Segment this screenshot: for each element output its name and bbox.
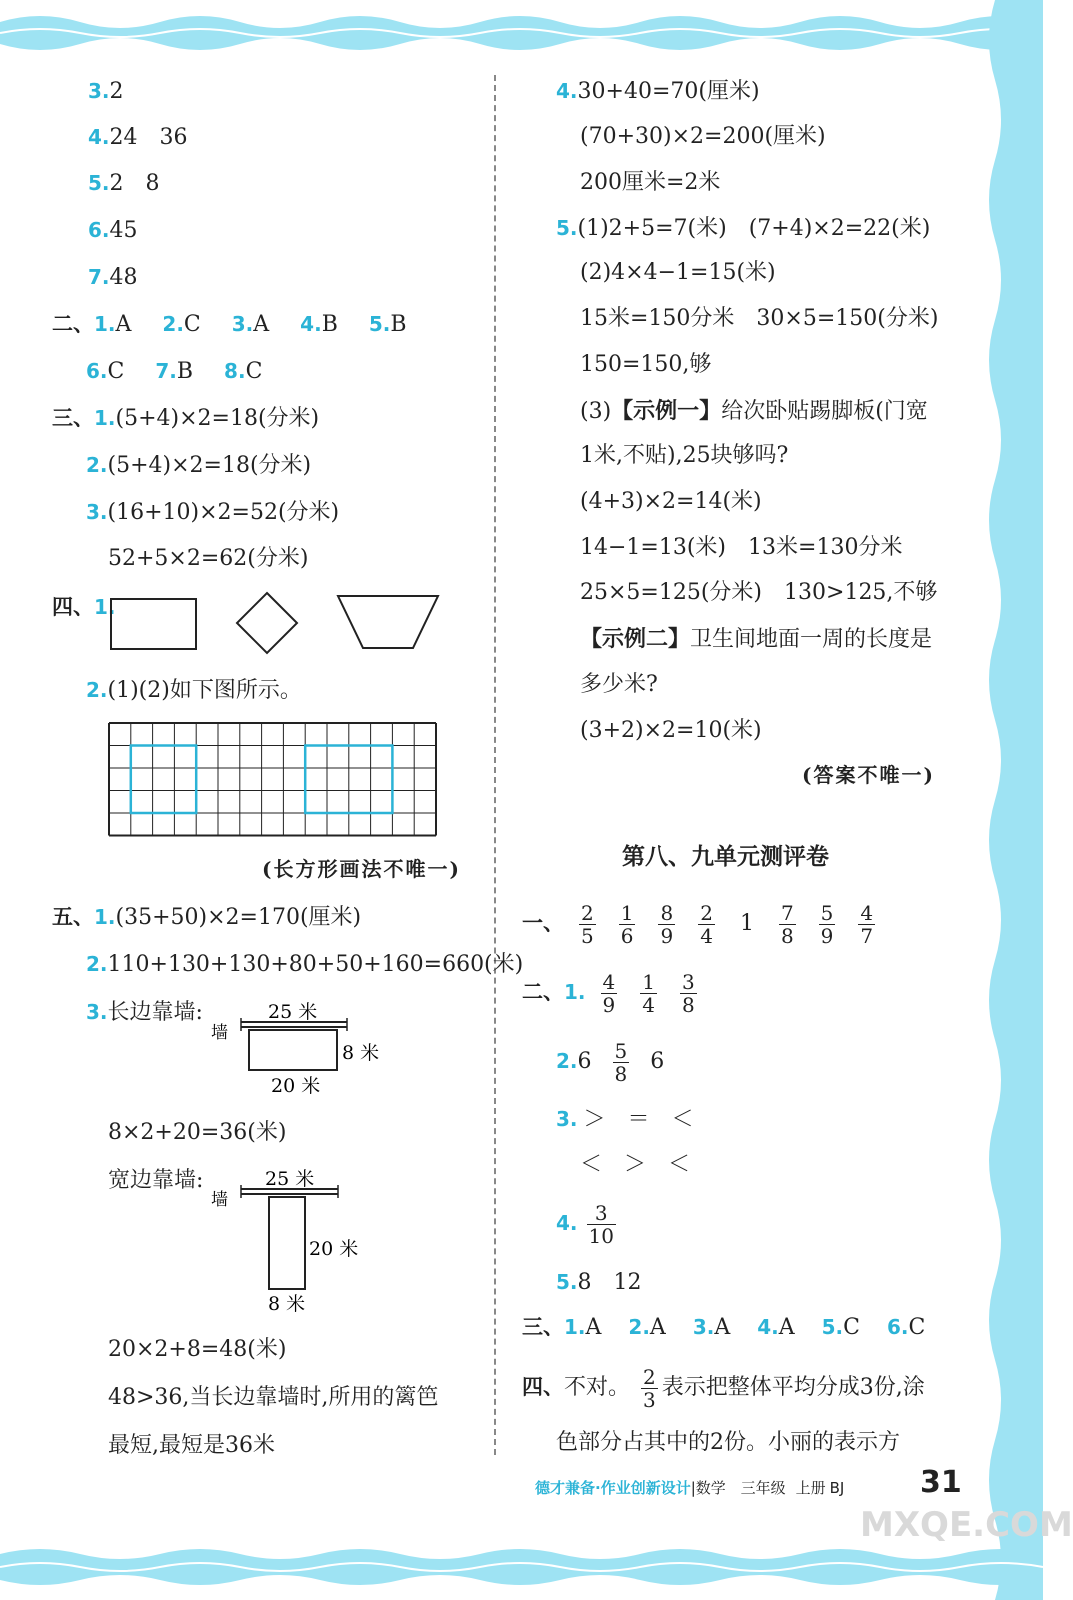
answer-line: 2.(1)(2)如下图所示。 <box>86 678 302 703</box>
section-2-q5: 5.8 12 <box>556 1270 642 1295</box>
answer-line: 宽边靠墙: <box>108 1168 204 1193</box>
section-2-q3-row1: 3. ＞ ＝ ＜ <box>556 1107 694 1132</box>
fraction: $\frac{3}{8}$ <box>681 969 695 1017</box>
fig-top-label: 25 米 <box>265 1168 315 1190</box>
answer-line: 150=150,够 <box>580 352 712 377</box>
fig-wall-label: 墙 <box>211 1023 228 1043</box>
fraction: $\frac{2}{4}$ <box>700 900 713 948</box>
section-2-q2: 2.6 $\frac{5}{8}$ 6 <box>556 1038 665 1086</box>
answer-line: 25×5=125(分米) 130>125,不够 <box>580 580 938 605</box>
page-number: 31 <box>920 1465 962 1500</box>
grid-figure-anchor <box>117 822 118 823</box>
answer-line: 5.(1)2+5=7(米) (7+4)×2=22(米) <box>556 216 931 241</box>
answer-line: 3.长边靠墙: <box>86 1000 203 1025</box>
watermark: MXQE.COM <box>860 1505 1073 1545</box>
fraction: $\frac{1}{4}$ <box>642 969 655 1017</box>
fraction: $\frac{2}{5}$ <box>581 900 594 948</box>
answer-line: 7.48 <box>88 265 138 290</box>
answer-line: (70+30)×2=200(厘米) <box>580 124 826 149</box>
note-text: (长方形画法不唯一) <box>262 857 461 881</box>
fraction: $\frac{5}{8}$ <box>614 1038 628 1086</box>
answer-line: 6.45 <box>88 218 138 243</box>
answer-line: 2.110+130+130+80+50+160=660(米) <box>86 952 524 977</box>
answer-line: 最短,最短是36米 <box>108 1433 275 1458</box>
section-2-row2: 6.C 7.B 8.C <box>86 359 263 384</box>
bottom-wave-border <box>0 1540 1043 1600</box>
fig-wall-label: 墙 <box>211 1190 228 1210</box>
section-1-fractions: 一、 $\frac{2}{5}$ $\frac{1}{6}$ $\frac{8}{9}$ $\frac{2}{4}$ 1 $\frac{7}{8}$ $\frac{5}{9}$ $\frac{4}{7}$ <box>522 900 874 948</box>
fence-figure-short-wall <box>205 1165 370 1315</box>
fraction: $\frac{5}{9}$ <box>820 900 834 948</box>
drawn-rectangle <box>131 746 196 814</box>
fraction: $\frac{4}{9}$ <box>602 969 616 1017</box>
answer-line: (4+3)×2=14(米) <box>580 489 762 514</box>
column-divider <box>494 75 496 1455</box>
fence-figure-long-wall <box>205 1000 390 1100</box>
fraction: $\frac{8}{9}$ <box>660 900 674 948</box>
answer-line: 200厘米=2米 <box>580 170 721 195</box>
answer-line: 2.(5+4)×2=18(分米) <box>86 453 312 478</box>
fraction: $\frac{3}{10}$ <box>588 1200 614 1248</box>
section-4-line1: 四、不对。 $\frac{2}{3}$ 表示把整体平均分成3份,涂 <box>522 1364 925 1412</box>
rectangle-shape <box>111 599 196 649</box>
answer-line: 3.2 <box>88 79 124 104</box>
section-2-q4: 4. $\frac{3}{10}$ <box>556 1200 614 1248</box>
answer-line: 14−1=13(米) 13米=130分米 <box>580 535 903 560</box>
answer-line: 4.24 36 <box>88 125 188 150</box>
section-3-row: 三、1.A 2.A 3.A 4.A 5.C 6.C <box>522 1315 926 1340</box>
grid-figure <box>108 722 438 837</box>
answer-line: 4.30+40=70(厘米) <box>556 79 760 104</box>
section-2-row1: 二、1.A 2.C 3.A 4.B 5.B <box>52 312 407 337</box>
answer-line: (2)4×4−1=15(米) <box>580 260 776 285</box>
unit-test-title: 第八、九单元测评卷 <box>622 844 829 870</box>
answer-line: 多少米? <box>580 672 658 697</box>
fig-side-label: 8 米 <box>342 1042 380 1064</box>
answer-line: 三、1.(5+4)×2=18(分米) <box>52 406 320 431</box>
fraction: $\frac{7}{8}$ <box>780 900 794 948</box>
section-4-label: 四、1. <box>52 595 116 619</box>
section-4-line2: 色部分占其中的2份。小丽的表示方 <box>556 1430 900 1455</box>
answer-line: 【示例二】卫生间地面一周的长度是 <box>580 626 933 652</box>
answer-line: 3.(16+10)×2=52(分米) <box>86 500 340 525</box>
right-wave-border <box>975 0 1043 1600</box>
answer-line: 8×2+20=36(米) <box>108 1120 287 1145</box>
answer-line: 5.2 8 <box>88 171 160 196</box>
fig-bottom-label: 8 米 <box>268 1293 306 1315</box>
answer-line: 五、1.(35+50)×2=170(厘米) <box>52 905 362 930</box>
answer-line: (3+2)×2=10(米) <box>580 718 762 743</box>
top-wave-border <box>0 0 1043 60</box>
section-2-q1: 二、1. $\frac{4}{9}$ $\frac{1}{4}$ $\frac{3}{8}$ <box>522 969 695 1017</box>
fraction: $\frac{1}{6}$ <box>620 900 634 948</box>
fig-bottom-label: 20 米 <box>271 1075 321 1097</box>
fraction: $\frac{4}{7}$ <box>860 900 874 948</box>
section-2-q3-row2: ＜ ＞ ＜ <box>580 1152 691 1177</box>
trapezoid-shape <box>338 596 438 648</box>
page-footer: 德才兼备·作业创新设计|数学 三年级 上册 BJ <box>535 1479 845 1497</box>
fig-side-label: 20 米 <box>309 1238 359 1260</box>
answer-line: 20×2+8=48(米) <box>108 1337 287 1362</box>
note-text: (答案不唯一) <box>802 763 935 787</box>
shapes-figure <box>105 590 450 660</box>
fraction: $\frac{2}{3}$ <box>643 1364 656 1412</box>
square-shape <box>237 593 297 653</box>
answer-line: 15米=150分米 30×5=150(分米) <box>580 306 939 331</box>
answer-line: 48>36,当长边靠墙时,所用的篱笆 <box>108 1385 439 1410</box>
answer-line: (3)【示例一】给次卧贴踢脚板(门宽 <box>580 398 928 424</box>
answer-line: 1米,不贴),25块够吗? <box>580 443 789 468</box>
answer-line: 52+5×2=62(分米) <box>108 546 309 571</box>
fig-top-label: 25 米 <box>268 1001 318 1023</box>
